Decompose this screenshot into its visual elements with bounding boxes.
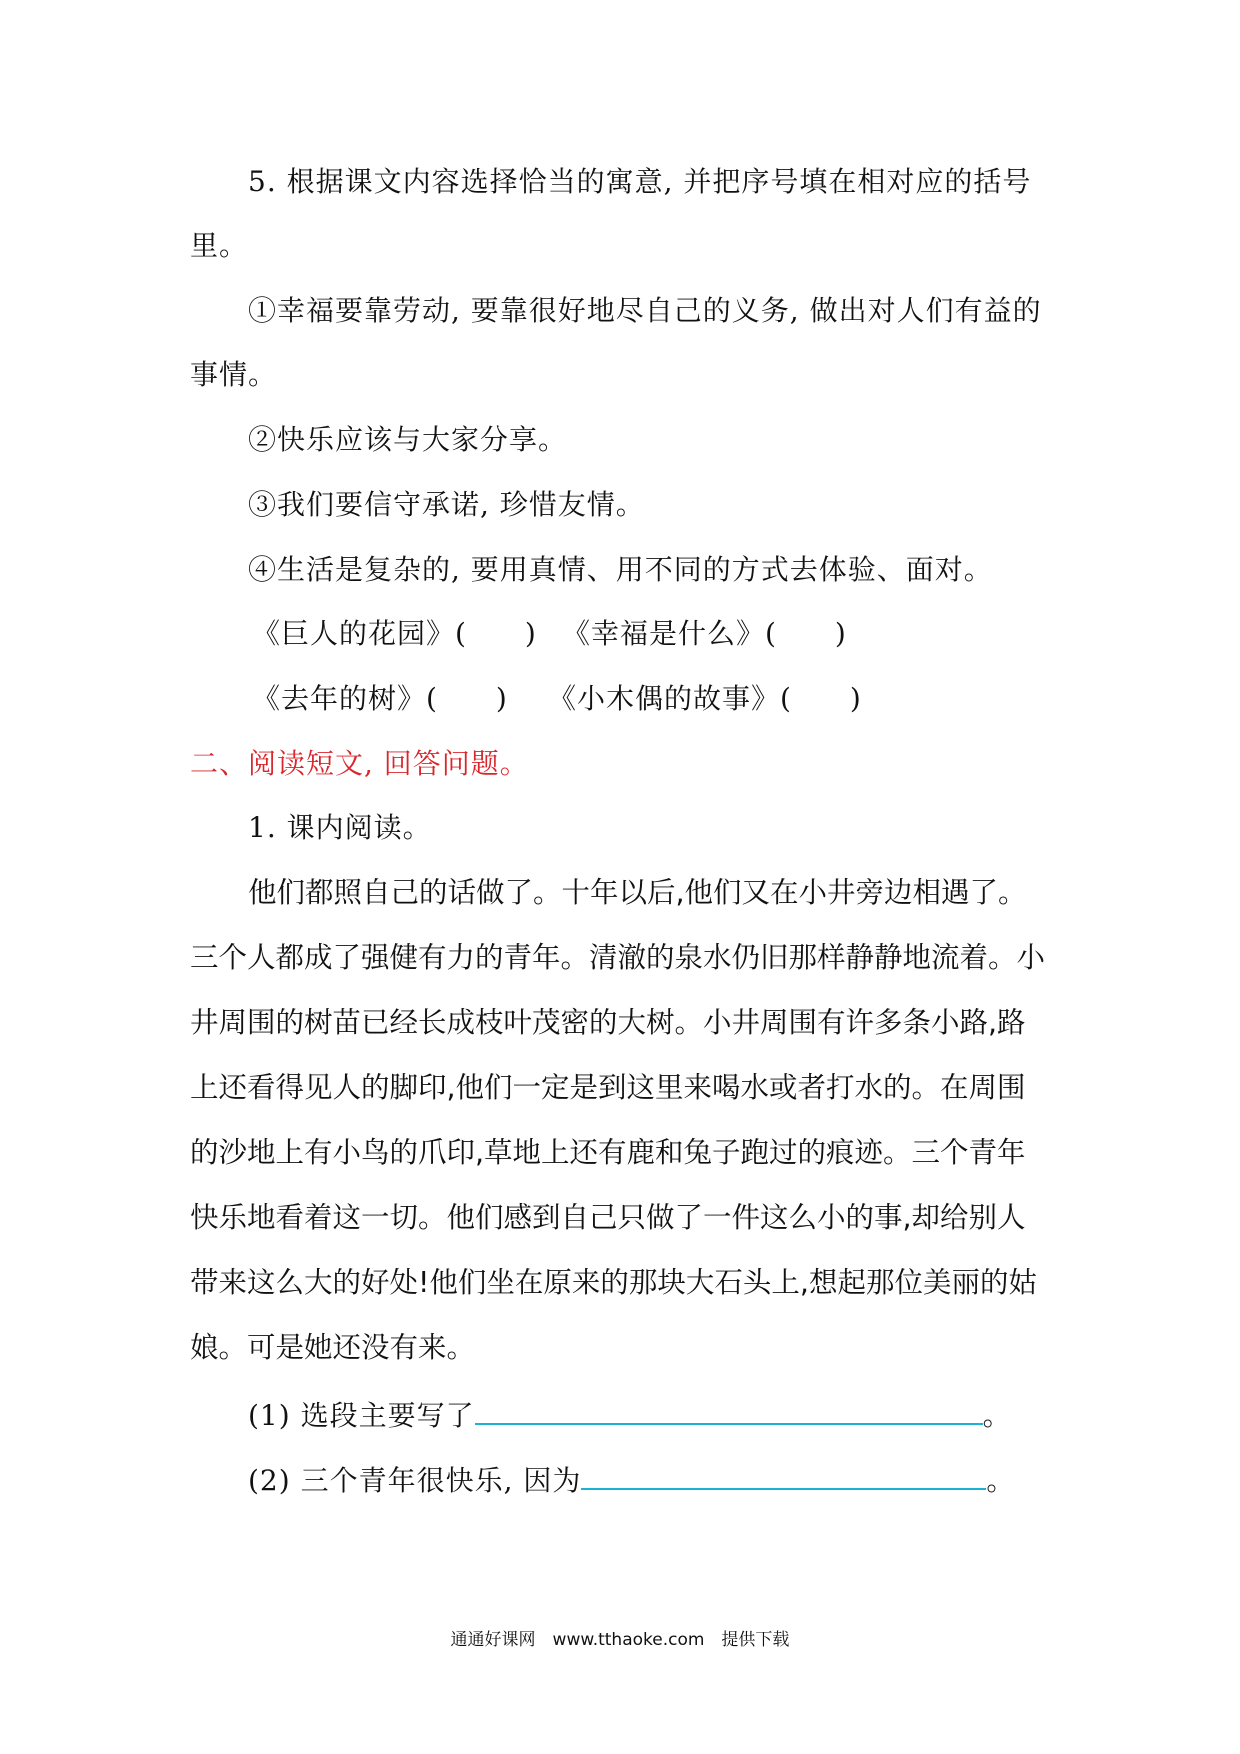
passage-line: 娘。可是她还没有来。 (190, 1331, 476, 1364)
option-3: ③我们要信守承诺, 珍惜友情。 (248, 488, 645, 521)
section-2-heading: 二、阅读短文, 回答问题。 (190, 747, 529, 780)
question-1 (248, 1393, 1012, 1436)
question-2-suffix: 。 (986, 1464, 1016, 1497)
question-5-line-2: 里。 (190, 229, 249, 262)
answer-blank-2[interactable] (581, 1458, 986, 1490)
option-2: ②快乐应该与大家分享。 (248, 423, 568, 456)
reading-subheading: 1. 课内阅读。 (248, 811, 432, 844)
passage-line: 他们都照自己的话做了。十年以后,他们又在小井旁边相遇了。 (248, 876, 1027, 909)
question-1-prefix: (1) 选段主要写了 (248, 1399, 475, 1432)
title-row-1 (252, 614, 847, 654)
option-4: ④生活是复杂的, 要用真情、用不同的方式去体验、面对。 (248, 553, 993, 586)
passage-line: 带来这么大的好处!他们坐在原来的那块大石头上,想起那位美丽的姑 (190, 1266, 1037, 1299)
answer-blank-1[interactable] (475, 1393, 983, 1425)
page-footer: 通通好课网 www.tthaoke.com 提供下载 (450, 1630, 790, 1650)
passage-line: 上还看得见人的脚印,他们一定是到这里来喝水或者打水的。在周围 (190, 1071, 1026, 1104)
question-1-suffix: 。 (982, 1399, 1012, 1432)
option-1-line-1: ①幸福要靠劳动, 要靠很好地尽自己的义务, 做出对人们有益的 (248, 294, 1042, 327)
title-row-2 (252, 679, 862, 719)
question-2-prefix: (2) 三个青年很快乐, 因为 (248, 1464, 582, 1497)
passage-line: 的沙地上有小鸟的爪印,草地上还有鹿和兔子跑过的痕迹。三个青年 (190, 1136, 1026, 1169)
title-giant-garden: 《巨人的花园》( ) (252, 617, 537, 650)
title-what-is-happiness: 《幸福是什么》( ) (562, 617, 847, 650)
question-2 (248, 1458, 1015, 1501)
option-1-line-2: 事情。 (190, 358, 278, 391)
title-last-years-tree: 《去年的树》( ) (252, 682, 508, 715)
passage-line: 井周围的树苗已经长成枝叶茂密的大树。小井周围有许多条小路,路 (190, 1006, 1026, 1039)
question-5-line-1: 5. 根据课文内容选择恰当的寓意, 并把序号填在相对应的括号 (248, 165, 1032, 198)
passage-line: 三个人都成了强健有力的青年。清澈的泉水仍旧那样静静地流着。小 (190, 941, 1046, 974)
title-little-puppet-story: 《小木偶的故事》( ) (548, 682, 862, 715)
passage-line: 快乐地看着这一切。他们感到自己只做了一件这么小的事,却给别人 (190, 1201, 1026, 1234)
